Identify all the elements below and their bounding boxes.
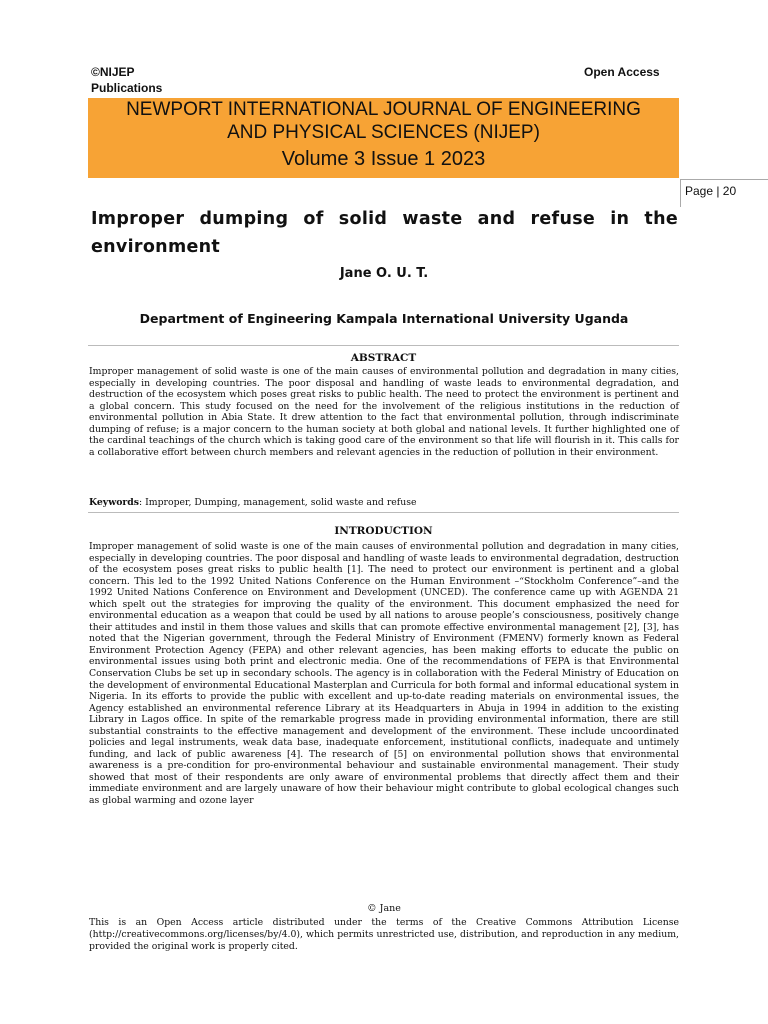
abstract-text: Improper management of solid waste is one of the main causes of environmental pollution and degradation in many cities, especially in developing countries. The poor disposal and handling of waste leads to environmental degradation, and destruction of the ecosystem which poses great risks to public health. The need to protect the environment is pertinent and a global concern. This study focused on the need for the involvement of the religious institutions in the reduction of environmental pollution in Abia State. It drew attention to the fact that environmental pollution, through indiscriminate dumping of refuse; is a major concern to the human society at both global and national levels. It further highlighted one of the cardinal teachings of the church which is taking good care of the environment so that life will flourish in it. This calls for a collaborative effort between church members and relevant agencies in the reduction of pollution in their environment. [89, 366, 679, 458]
article-title: Improper dumping of solid waste and refuse in the environment [91, 209, 678, 257]
introduction-text: Improper management of solid waste is one of the main causes of environmental pollution and degradation in many cities, especially in developing countries. The poor disposal and handling of waste leads to environmental degradation, destruction of the ecosystem poses great risks to public health [1]. The need to protect our environment is pertinent and a global concern. This led to the 1992 United Nations Conference on the Human Environment –“Stockholm Conference”–and the 1992 United Nations Conference on Environment and Development (UNCED). The conference came up with AGENDA 21 which spelt out the strategies for improving the quality of the environment. This document emphasized the need for environmental education as a weapon that could be used by all nations to arouse people’s consciousness, positively change their attitudes and instil in them those values and skills that can promote effective environmental management [2], [3], has noted that the Nigerian government, through the Federal Ministry of Environment (FMENV) formerly known as Federal Environment Protection Agency (FEPA) and other relevant agencies, has been making efforts to educate the public on environmental issues using both print and electronic media. One of the recommendations of FEPA is that Environmental Conservation Clubs be set up in secondary schools. The agency is in collaboration with the Federal Ministry of Education on the development of environmental Educational Masterplan and Curricula for both formal and informal educational system in Nigeria. In its efforts to provide the public with excellent and up-to-date reading materials on environmental issues, the Agency established an environmental reference Library at its Headquarters in Abuja in 1994 in addition to the existing Library in Lagos office. In spite of the remarkable progress made in providing environmental information, there are still substantial constraints to the effective management and development of the environment. These include uncoordinated policies and legal instruments, weak data base, inadequate enforcement, institutional conflicts, inadequate and untimely funding, and lack of public awareness [4]. The research of [5] on environmental pollution shows that environmental awareness is a pre-condition for pro-environmental behaviour and sustainable environmental management. Their study showed that most of their respondents are only aware of environmental problems that directly affect them and their immediate environment and are largely unaware of how their behaviour might contribute to global ecological changes such as global warming and ozone layer [89, 541, 679, 807]
journal-title-line1: NEWPORT INTERNATIONAL JOURNAL OF ENGINEERING [126, 99, 641, 120]
journal-banner [88, 98, 679, 178]
article-affiliation: Department of Engineering Kampala International University Uganda [139, 311, 629, 326]
introduction-heading: INTRODUCTION [334, 525, 433, 537]
keywords-line [89, 497, 679, 509]
page-number: Page | 20 [685, 184, 737, 198]
publisher-line1: ©NIJEP [91, 65, 135, 79]
publisher-line2: Publications [91, 81, 163, 95]
journal-title-line2: AND PHYSICAL SCIENCES (NIJEP) [227, 122, 540, 143]
abstract-top-rule [88, 345, 679, 346]
abstract-bottom-rule [88, 512, 679, 513]
copyright-line: © Jane [367, 903, 401, 914]
open-access-label: Open Access [584, 65, 660, 79]
publisher-label [91, 64, 162, 96]
keywords-label: Keywords [89, 497, 140, 508]
journal-volume: Volume 3 Issue 1 2023 [281, 148, 486, 170]
article-author: Jane O. U. T. [339, 266, 429, 281]
abstract-heading: ABSTRACT [350, 352, 417, 364]
license-text: This is an Open Access article distributed under the terms of the Creative Commons Attribution License (http://creativecommons.org/licenses/by/4.0), which permits unrestricted use, distribution, and reproduction in any medium, provided the original work is properly cited. [89, 917, 679, 952]
keywords-list: : Improper, Dumping, management, solid waste and refuse [139, 497, 417, 508]
page-box-rule [680, 179, 768, 180]
page-box-divider [680, 179, 681, 207]
